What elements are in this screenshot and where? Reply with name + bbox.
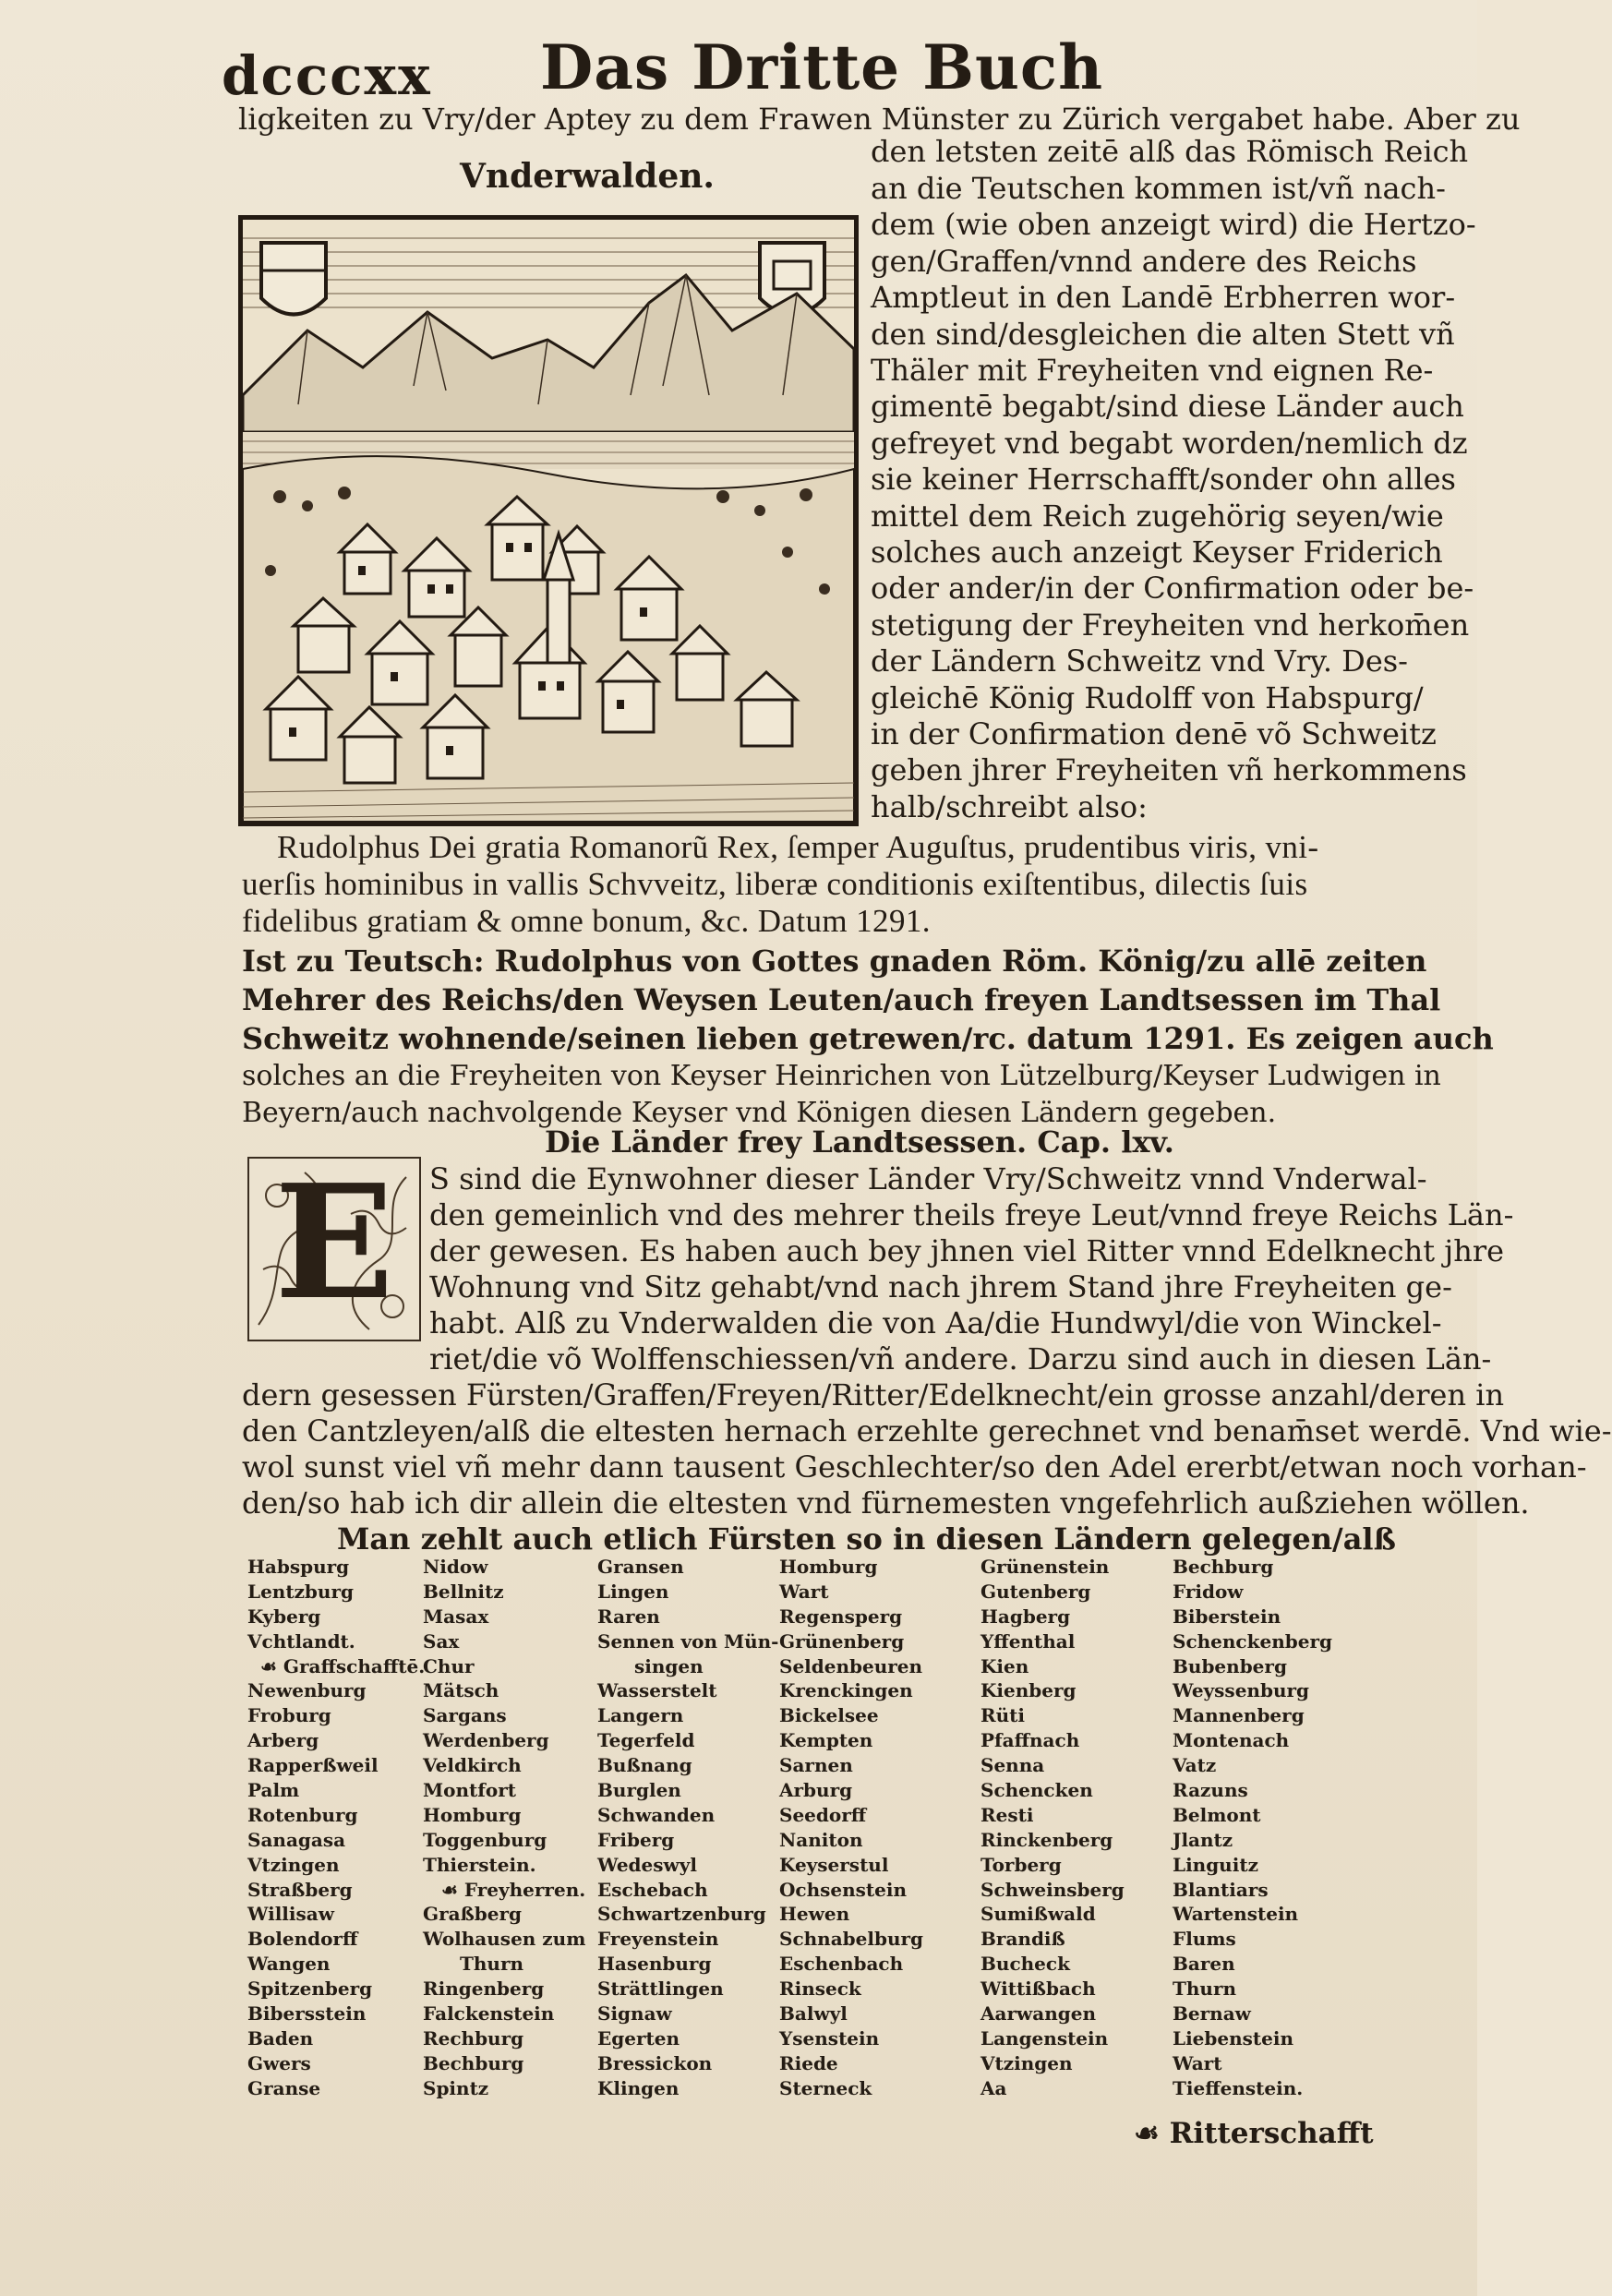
name-entry: Krenckingen <box>779 1679 913 1702</box>
name-entry: Sargans <box>423 1704 507 1727</box>
page-number: dcccxx <box>222 44 432 107</box>
name-column <box>247 1555 446 2101</box>
chapter-line: den Cantzleyen/alß die eltesten hernach erzehlte gerechnet vnd benam̄set werdē. Vnd wie- <box>242 1413 1612 1449</box>
name-entry: Kempten <box>779 1729 873 1752</box>
text-line-top: ligkeiten zu Vry/der Aptey zu dem Frawen Münster zu Zürich vergabet habe. Aber zu <box>238 102 1521 137</box>
right-col-line: den sind/desgleichen die alten Stett vñ <box>871 317 1455 352</box>
name-column <box>597 1555 796 2101</box>
latin-line: fidelibus gratiam & omne bonum, &c. Datum 1291. <box>242 903 931 939</box>
name-entry: Grünenberg <box>779 1629 905 1653</box>
name-entry: Thurn <box>460 1953 524 1976</box>
right-col-line: gefreyet vnd begabt worden/nemlich dz <box>871 426 1468 461</box>
name-entry: Vtzingen <box>980 2051 1073 2074</box>
name-entry: Wart <box>1173 2051 1222 2074</box>
chapter-line: der gewesen. Es haben auch bey jhnen viel Ritter vnnd Edelknecht jhre <box>429 1233 1505 1268</box>
right-col-line: stetigung der Freyheiten vnd herkom̄en <box>871 607 1470 643</box>
right-col-line: der Ländern Schweitz vnd Vry. Des- <box>871 643 1408 679</box>
name-entry: Lingen <box>597 1580 669 1603</box>
latin-line: uerſis hominibus in vallis Schvveitz, liberæ conditionis exiſtentibus, dilectis ſuis <box>242 866 1308 902</box>
name-entry: Schencken <box>980 1779 1093 1802</box>
name-entry: Klingen <box>597 2076 680 2099</box>
name-entry: Hewen <box>779 1903 850 1926</box>
name-entry: Ysenstein <box>779 2026 880 2050</box>
name-entry: Bellnitz <box>423 1580 504 1603</box>
name-entry: Veldkirch <box>423 1754 522 1777</box>
right-col-line: in der Confirmation denē võ Schweitz <box>871 716 1437 751</box>
name-entry: Lentzburg <box>247 1580 354 1603</box>
name-entry: Schweinsberg <box>980 1878 1125 1901</box>
name-entry: Wart <box>779 1580 829 1603</box>
name-entry: Baren <box>1173 1953 1235 1976</box>
name-entry: Senna <box>980 1754 1045 1777</box>
name-entry: Vatz <box>1173 1754 1217 1777</box>
list-heading: Man zehlt auch etlich Fürsten so in diesen Ländern gelegen/alß <box>337 1521 1396 1557</box>
name-entry: Vchtlandt. <box>247 1629 355 1653</box>
name-entry: Bußnang <box>597 1754 692 1777</box>
name-entry: Friberg <box>597 1828 675 1851</box>
name-entry: Strättlingen <box>597 1977 724 2001</box>
name-entry: Graßberg <box>423 1903 523 1926</box>
name-entry: Freyenstein <box>597 1928 719 1951</box>
name-entry: Vtzingen <box>247 1853 340 1876</box>
name-entry: Jlantz <box>1173 1828 1233 1851</box>
name-entry: Rechburg <box>423 2026 524 2050</box>
name-entry: Aa <box>980 2076 1007 2099</box>
name-entry: Grünenstein <box>980 1556 1110 1578</box>
translation-line: Mehrer des Reichs/den Weysen Leuten/auch freyen Landtsessen im Thal <box>242 982 1441 1017</box>
name-entry: Sarnen <box>779 1754 853 1777</box>
name-entry: Habspurg <box>247 1556 350 1578</box>
name-entry: Wangen <box>247 1953 331 1976</box>
name-entry: Rinckenberg <box>980 1828 1113 1851</box>
name-entry: Newenburg <box>247 1679 367 1702</box>
name-entry: Seedorff <box>779 1803 867 1826</box>
translation-line: Schweitz wohnende/seinen lieben getrewen/rc. datum 1291. Es zeigen auch <box>242 1021 1494 1056</box>
name-entry: Razuns <box>1173 1779 1248 1802</box>
name-entry: Signaw <box>597 2002 672 2026</box>
name-entry: Bechburg <box>1173 1556 1274 1578</box>
name-entry: Riede <box>779 2051 838 2074</box>
name-entry: Kien <box>980 1654 1029 1677</box>
name-entry: Sterneck <box>779 2076 872 2099</box>
name-entry: Gutenberg <box>980 1580 1091 1603</box>
right-col-line: gleichē König Rudolff von Habspurg/ <box>871 680 1424 715</box>
chapter-line: Wohnung vnd Sitz gehabt/vnd nach jhrem Stand jhre Freyheiten ge- <box>429 1269 1452 1304</box>
name-entry: Bressickon <box>597 2051 713 2074</box>
name-entry: Liebenstein <box>1173 2026 1293 2050</box>
name-entry: Sax <box>423 1629 460 1653</box>
chapter-line: habt. Alß zu Vnderwalden die von Aa/die Hundwyl/die von Winckel- <box>429 1305 1442 1340</box>
name-entry: Torberg <box>980 1853 1062 1876</box>
name-entry: singen <box>634 1654 704 1677</box>
name-entry: Baden <box>247 2026 314 2050</box>
right-col-line: solches auch anzeigt Keyser Friderich <box>871 535 1443 570</box>
chapter-line: S sind die Eynwohner dieser Länder Vry/Schweitz vnnd Vnderwal- <box>429 1161 1427 1196</box>
name-entry: Homburg <box>423 1803 522 1826</box>
name-entry: Blantiars <box>1173 1878 1269 1901</box>
decorated-initial <box>247 1150 421 1341</box>
name-entry: Montfort <box>423 1779 516 1802</box>
name-entry: Rüti <box>980 1704 1025 1727</box>
chapter-heading: Die Länder frey Landtsessen. Cap. lxv. <box>545 1124 1174 1160</box>
noble-names-columns <box>242 1555 1414 2146</box>
name-entry: Regensperg <box>779 1605 903 1628</box>
name-entry: Willisaw <box>247 1903 334 1926</box>
chapter-line: riet/die võ Wolffenschiessen/vñ andere. Darzu sind auch in diesen Län- <box>429 1341 1492 1376</box>
name-entry: Chur <box>423 1654 475 1677</box>
name-entry: Montenach <box>1173 1729 1290 1752</box>
name-entry: Masax <box>423 1605 489 1628</box>
name-entry: Bernaw <box>1173 2002 1251 2026</box>
name-entry: Kyberg <box>247 1605 321 1628</box>
name-entry: Thierstein. <box>423 1853 536 1876</box>
right-col-line: mittel dem Reich zugehörig seyen/wie <box>871 499 1444 534</box>
name-entry: Tieffenstein. <box>1173 2076 1304 2099</box>
name-entry: Schwartzenburg <box>597 1903 766 1926</box>
right-col-line: Thäler mit Freyheiten vnd eignen Re- <box>871 353 1434 388</box>
name-entry: Wedeswyl <box>597 1853 697 1876</box>
name-entry: Bucheck <box>980 1953 1070 1976</box>
name-entry: Fridow <box>1173 1580 1244 1603</box>
name-entry: Naniton <box>779 1828 863 1851</box>
name-entry: Kienberg <box>980 1679 1077 1702</box>
name-entry: Belmont <box>1173 1803 1261 1826</box>
running-head: Das Dritte Buch <box>540 31 1104 103</box>
name-entry: Froburg <box>247 1704 331 1727</box>
catchword-ritterschafft: ☙ Ritterschafft <box>1134 2117 1374 2150</box>
name-entry: Flums <box>1173 1928 1236 1951</box>
right-col-line: gen/Graffen/vnnd andere des Reichs <box>871 244 1417 279</box>
name-entry: Gransen <box>597 1556 684 1578</box>
chapter-line: den/so hab ich dir allein die eltesten vnd fürnemesten vngefehrlich außziehen wöllen. <box>242 1485 1530 1521</box>
name-entry: Schenckenberg <box>1173 1629 1332 1653</box>
name-entry: Bolendorff <box>247 1928 358 1951</box>
name-entry: Bubenberg <box>1173 1654 1287 1677</box>
name-entry: Falckenstein <box>423 2002 555 2026</box>
name-entry: Rinseck <box>779 1977 861 2001</box>
name-entry: Eschenbach <box>779 1953 904 1976</box>
name-entry: Wartenstein <box>1173 1903 1299 1926</box>
name-entry: Seldenbeuren <box>779 1654 923 1677</box>
right-col-line: gimentē begabt/sind diese Länder auch <box>871 389 1464 424</box>
name-entry: Sennen von Mün- <box>597 1629 779 1653</box>
name-column <box>1173 1555 1371 2101</box>
name-entry: Egerten <box>597 2026 680 2050</box>
chapter-line: den gemeinlich vnd des mehrer theils freye Leut/vnnd freye Reichs Län- <box>429 1197 1514 1232</box>
right-col-line: den letsten zeitē alß das Römisch Reich <box>871 134 1469 169</box>
name-entry: Bibersstein <box>247 2002 367 2026</box>
name-column <box>423 1555 621 2101</box>
name-entry: Spitzenberg <box>247 1977 373 2001</box>
name-entry: Schnabelburg <box>779 1928 924 1951</box>
name-entry: Werdenberg <box>423 1729 549 1752</box>
name-entry: Thurn <box>1173 1977 1237 2001</box>
right-col-line: an die Teutschen kommen ist/vñ nach- <box>871 171 1446 206</box>
name-entry: Arburg <box>779 1779 853 1802</box>
right-col-line: geben jhrer Freyheiten vñ herkommens <box>871 752 1467 787</box>
name-entry: Hasenburg <box>597 1953 712 1976</box>
name-entry: Sanagasa <box>247 1828 346 1851</box>
name-entry: Ochsenstein <box>779 1878 908 1901</box>
name-entry: Burglen <box>597 1779 681 1802</box>
chapter-line: dern gesessen Fürsten/Graffen/Freyen/Ritter/Edelknecht/ein grosse anzahl/deren in <box>242 1377 1505 1412</box>
translation-line: Ist zu Teutsch: Rudolphus von Gottes gnaden Röm. König/zu allē zeiten <box>242 944 1427 979</box>
name-entry: Langern <box>597 1704 684 1727</box>
name-entry: Yffenthal <box>980 1629 1076 1653</box>
name-entry: Weyssenburg <box>1173 1679 1310 1702</box>
name-entry: Ringenberg <box>423 1977 545 2001</box>
name-entry: Straßberg <box>247 1878 353 1901</box>
name-entry: Aarwangen <box>980 2002 1096 2026</box>
initial-letter: E <box>274 1150 394 1335</box>
chapter-line: wol sunst viel vñ mehr dann tausent Geschlechter/so den Adel ererbt/etwan noch vorhan- <box>242 1449 1587 1485</box>
name-entry: Resti <box>980 1803 1034 1826</box>
translation-line: Beyern/auch nachvolgende Keyser vnd Königen diesen Ländern gegeben. <box>242 1097 1277 1129</box>
name-entry: Bickelsee <box>779 1704 879 1727</box>
name-column <box>980 1555 1179 2101</box>
name-entry: Wittißbach <box>980 1977 1096 2001</box>
name-entry: Hagberg <box>980 1605 1071 1628</box>
name-entry: Mannenberg <box>1173 1704 1305 1727</box>
woodcut-illustration <box>238 215 859 826</box>
woodcut-caption: Vnderwalden. <box>460 157 715 196</box>
name-entry: Gwers <box>247 2051 311 2074</box>
name-entry: Rotenburg <box>247 1803 358 1826</box>
name-entry: Langenstein <box>980 2026 1109 2050</box>
translation-line: solches an die Freyheiten von Keyser Heinrichen von Lützelburg/Keyser Ludwigen in <box>242 1060 1441 1092</box>
right-col-line: dem (wie oben anzeigt wird) die Hertzo- <box>871 207 1476 242</box>
town-view-icon <box>243 220 854 822</box>
name-entry: Palm <box>247 1779 300 1802</box>
name-entry: Arberg <box>247 1729 319 1752</box>
name-entry: Nidow <box>423 1556 488 1578</box>
name-entry: Homburg <box>779 1556 878 1578</box>
name-entry: Spintz <box>423 2076 489 2099</box>
name-entry: ☙ Freyherren. <box>441 1878 586 1901</box>
name-entry: Pfaffnach <box>980 1729 1080 1752</box>
name-entry: Rapperßweil <box>247 1754 379 1777</box>
name-entry: Raren <box>597 1605 660 1628</box>
right-col-line: sie keiner Herrschafft/sonder ohn alles <box>871 462 1456 497</box>
name-entry: Granse <box>247 2076 321 2099</box>
name-entry: Tegerfeld <box>597 1729 695 1752</box>
name-entry: ☙ Graffschafftē. <box>260 1654 426 1677</box>
right-col-line: Amptleut in den Landē Erbherren wor- <box>871 280 1456 315</box>
name-entry: Toggenburg <box>423 1828 547 1851</box>
name-entry: Linguitz <box>1173 1853 1258 1876</box>
right-col-line: halb/schreibt also: <box>871 789 1148 824</box>
name-entry: Brandiß <box>980 1928 1065 1951</box>
name-entry: Mätsch <box>423 1679 499 1702</box>
name-entry: Sumißwald <box>980 1903 1096 1926</box>
latin-line: Rudolphus Dei gratia Romanorũ Rex, ſemper Auguſtus, prudentibus viris, vni- <box>277 829 1319 865</box>
name-entry: Wolhausen zum <box>423 1928 586 1951</box>
name-entry: Wasserstelt <box>597 1679 717 1702</box>
name-entry: Eschebach <box>597 1878 708 1901</box>
name-entry: Bechburg <box>423 2051 524 2074</box>
right-col-line: oder ander/in der Confirmation oder be- <box>871 571 1474 606</box>
name-entry: Keyserstul <box>779 1853 889 1876</box>
name-entry: Balwyl <box>779 2002 848 2026</box>
name-entry: Schwanden <box>597 1803 716 1826</box>
name-entry: Biberstein <box>1173 1605 1281 1628</box>
name-column <box>779 1555 978 2101</box>
